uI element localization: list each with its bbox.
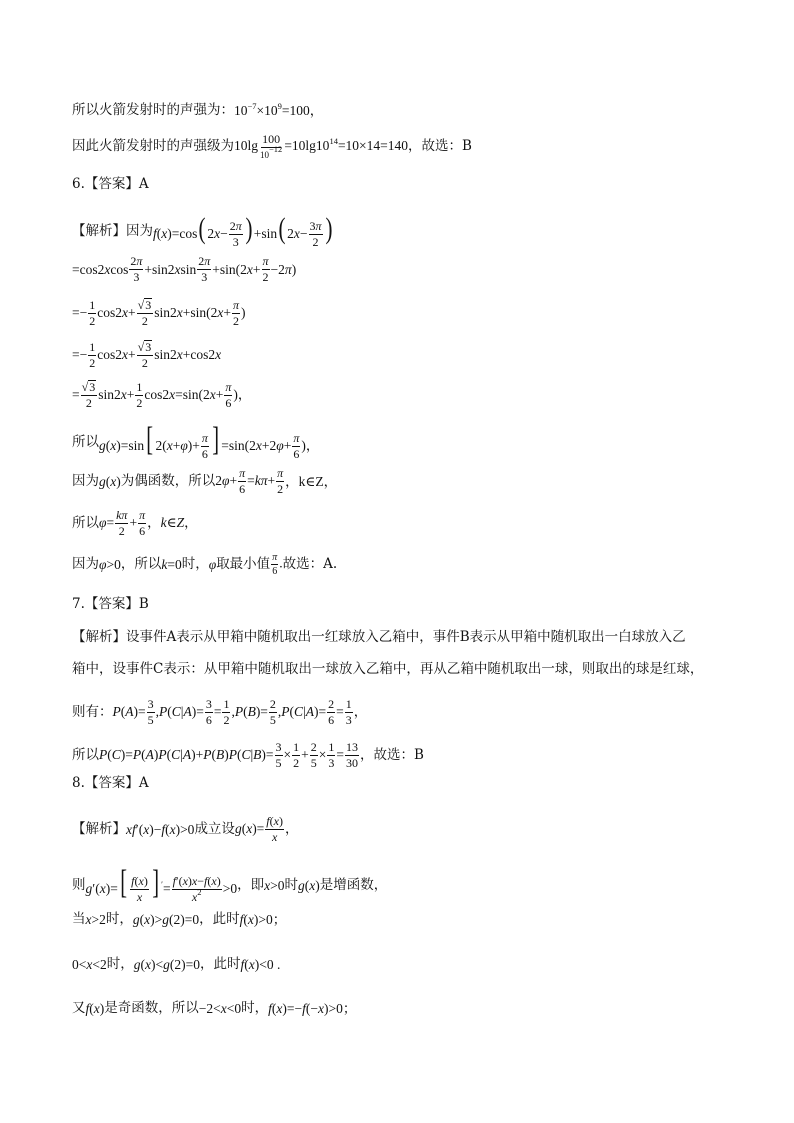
q6-step-8: [72, 509, 198, 538]
text: 箱中，设事件C表示：从甲箱中随机取出一球放入乙箱中，再从乙箱中随机取出一球，则取出的球是红球，: [72, 661, 704, 677]
q6-step-3: =− $\frac{1}{2}$ cos2 x + $\frac{√3}{2}$ sin2 x +sin(2 x + $\frac{\pi}{2}$ ): [72, 297, 246, 329]
q6-step-2: =cos2 x cos $\frac{2\pi}{3}$ +sin2 x sin $\frac{2\pi}{3}$ +sin(2 x + $\frac{\pi}{2}$ −2 π ): [72, 254, 297, 285]
math-expression: φ: [208, 556, 217, 572]
q7-text-2: [72, 663, 703, 677]
text: ，故选：B: [360, 746, 424, 763]
math-expression: k=0: [161, 556, 182, 572]
text: ，故选：B: [408, 138, 472, 155]
text: 又: [72, 1000, 86, 1016]
text: 所以火箭发射时的声强为：: [72, 102, 234, 118]
text: 时: [284, 876, 298, 893]
math-expression: g(x)= $\frac{f(x)}{x}$ ，: [234, 814, 299, 845]
math-expression: $10^{-7}\times 10^9=100$，: [234, 101, 324, 118]
text: 【解析】设事件A表示从甲箱中随机取出一红球放入乙箱中，事件B表示从甲箱中随机取出一白球放入乙: [72, 629, 686, 645]
text: 时，: [106, 956, 134, 972]
text: ，所以: [120, 555, 162, 572]
math-expression: 2φ+ $\frac{\pi}{6}$ =kπ+ $\frac{\pi}{2}$: [215, 466, 284, 497]
q7-answer: [72, 598, 149, 612]
math-expression: −2<x<0: [198, 1001, 242, 1016]
math-expression: 0<x<2: [72, 957, 107, 972]
text: ，k∈Z，: [285, 473, 338, 489]
q6-step-5: = $\frac{√3}{2}$ sin2 x + $\frac{1}{2}$ cos2 x =sin(2 x + $\frac{\pi}{6}$ ) ，: [72, 379, 252, 411]
q8-step-1: [72, 815, 298, 844]
q8-step-3: [72, 913, 286, 927]
math-expression: x>2: [85, 912, 106, 927]
text: 时，: [181, 555, 209, 572]
math-expression: P(C)=P(A)P(C|A)+P(B)P(C|B)= $\frac{3}{5}$ × $\frac{1}{2}$ + $\frac{2}{5}$ × $\frac{1}{3}$ = $\frac{13}{30}$: [99, 740, 359, 771]
text: 当: [72, 911, 86, 927]
math-expression: g′(x)=[ $\frac{f(x)}{x}$ ] ′= $\frac{f'(x)x-f(x)}{x^2}$ >0: [85, 864, 238, 905]
math-expression: f(x)=−f(−x)>0；: [268, 1001, 357, 1016]
math-expression: $\frac{\pi}{6}$ .: [272, 552, 283, 577]
line-sound-level: [72, 133, 472, 161]
q6-step-6: [72, 423, 319, 462]
text: 所以: [72, 746, 99, 763]
q6-step-1: [72, 214, 334, 250]
math-expression: xf′(x)−f(x)>0: [126, 821, 195, 837]
math-expression: f(x)>0；: [239, 912, 287, 927]
math-expression: P(A)= $\frac{3}{5}$ ,P(C|A)= $\frac{3}{6}$ = $\frac{1}{2}$ ,P(B)= $\frac{2}{5}$ ,P(C|A)= $\frac{2}{6}$ = $\frac{1}{3}$ ，: [112, 697, 368, 728]
text: ，此时: [199, 911, 240, 927]
math-expression: 10lg $\frac{100}{10^{-12}}$ $=10\lg 10^{14}=10\times 14=140$: [234, 132, 409, 161]
q8-step-5: [72, 1002, 356, 1016]
math-expression: φ>0: [99, 556, 121, 572]
q8-answer: [72, 777, 149, 791]
math-expression: f(x): [85, 1001, 105, 1016]
math-expression: x>0: [264, 877, 285, 893]
text: ，此时: [199, 956, 241, 972]
text: 则: [72, 876, 86, 893]
answer-label: 8.【答案】A: [72, 775, 149, 791]
math-expression: φ= $\frac{k\pi}{2}$ + $\frac{\pi}{6}$ ，k∈Z，: [99, 508, 198, 539]
q7-text-1: [72, 631, 686, 645]
text: 是增函数，: [319, 876, 388, 893]
q7-probabilities: [72, 698, 367, 727]
q6-step-7: [72, 467, 337, 496]
text: 取最小值: [216, 555, 271, 572]
q7-total-probability: [72, 741, 424, 770]
text: 时，: [241, 1000, 269, 1016]
line-sound-intensity: [72, 101, 324, 118]
math-expression: g(x): [297, 877, 320, 893]
math-expression: g(x): [99, 473, 121, 489]
q6-answer: [72, 178, 149, 192]
text: 因此火箭发射时的声强级为: [72, 138, 234, 155]
text: 因为: [72, 472, 99, 489]
math-expression: f(x)=cos( 2x− $\frac{2\pi}{3}$ ) +sin( 2x− $\frac{3\pi}{2}$ ): [153, 212, 333, 250]
text: ，即: [237, 876, 265, 893]
text: 时，: [105, 911, 133, 927]
math-expression: f(x)<0 .: [240, 957, 281, 972]
answer-label: 7.【答案】B: [72, 596, 149, 612]
math-expression: g(x)>g(2)=0: [132, 912, 200, 927]
text: 【解析】因为: [72, 223, 153, 240]
text: 是奇函数，所以: [104, 1000, 199, 1016]
text: 【解析】: [72, 820, 126, 837]
text: 为偶函数，所以: [120, 472, 216, 489]
text: 则有：: [72, 703, 113, 720]
math-expression: g(x)=sin[ 2(x+φ)+ $\frac{\pi}{6}$ ] =sin(2x+2φ+ $\frac{\pi}{6}$ )，: [99, 421, 320, 462]
punct: ，: [237, 387, 252, 403]
q8-step-2: [72, 866, 387, 905]
answer-label: 6.【答案】A: [72, 176, 149, 192]
q8-step-4: [72, 958, 280, 972]
text: 所以: [72, 433, 99, 450]
q6-step-4: =− $\frac{1}{2}$ cos2 x + $\frac{√3}{2}$ sin2 x +cos2 x: [72, 339, 222, 371]
text: 因为: [72, 555, 99, 572]
math-expression: g(x)<g(2)=0: [133, 957, 200, 972]
text: 故选：A.: [282, 555, 338, 572]
text: 成立设: [194, 820, 235, 837]
text: 所以: [72, 514, 99, 531]
q6-conclusion: [72, 552, 337, 577]
